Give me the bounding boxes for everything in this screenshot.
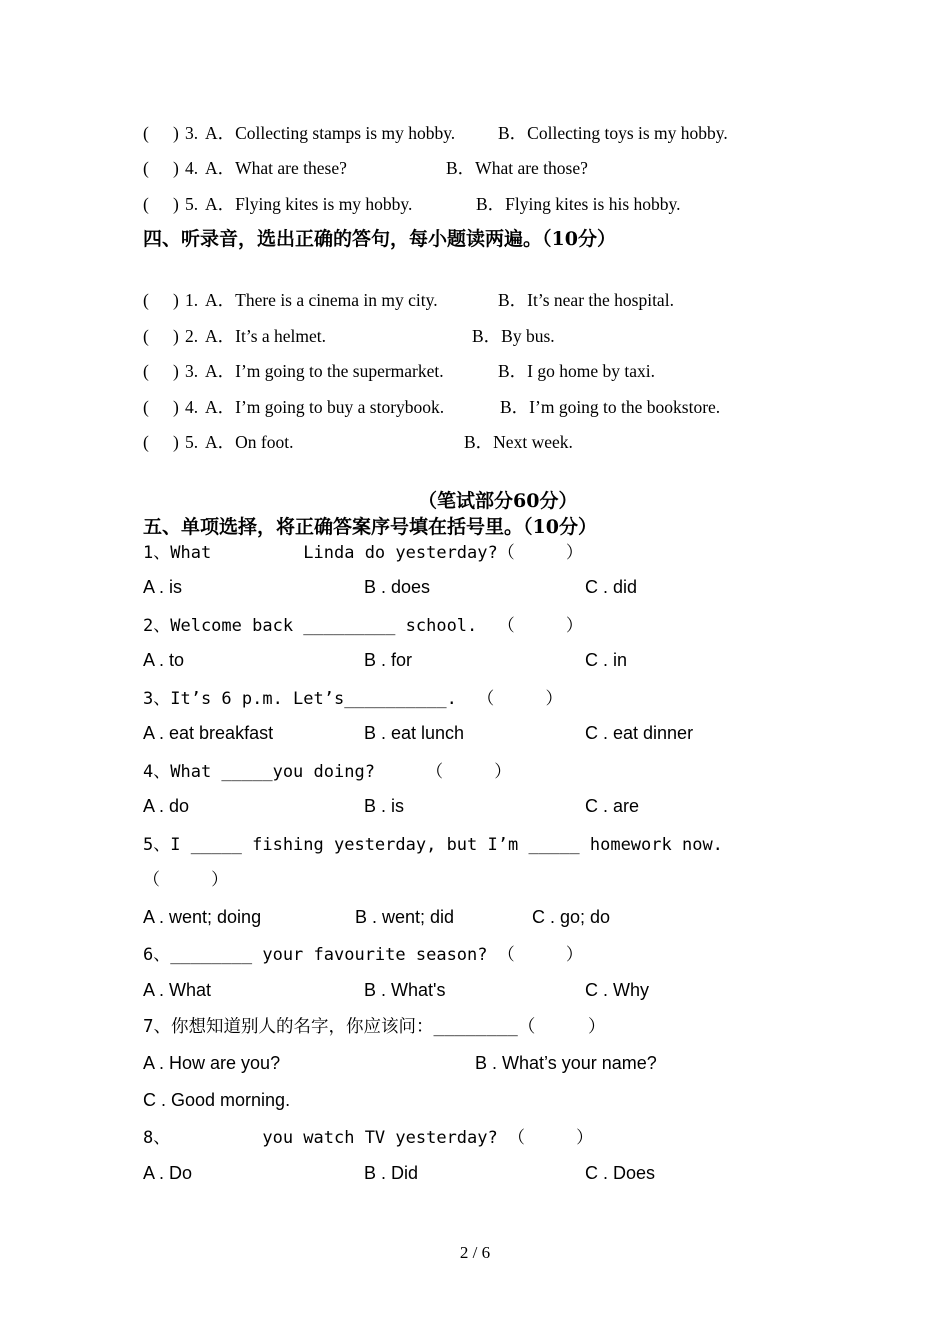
option-b: B . What’s your name?	[475, 1053, 657, 1073]
answer-paren-close: )	[173, 326, 179, 346]
answer-paren-open: (	[143, 361, 149, 381]
answer-paren-open: (	[143, 326, 149, 346]
option-b: B . does	[364, 577, 431, 597]
answer-paren-close: )	[173, 123, 179, 143]
option-a: A．What are these?	[205, 158, 347, 178]
option-a: A．There is a cinema in my city.	[205, 290, 438, 310]
answer-paren-open: (	[143, 158, 149, 178]
question-text: 7、你想知道别人的名字，你应该问：________（ ）	[143, 1017, 606, 1037]
option-b: B . Did	[364, 1163, 419, 1183]
section5-title: 五、单项选择，将正确答案序号填在括号里。（10分）	[143, 516, 597, 538]
written-part-title: （笔试部分60分）	[418, 490, 578, 512]
option-a: A . went; doing	[143, 907, 262, 927]
question-text: 3、It’s 6 p.m. Let’s__________. （ ）	[143, 689, 563, 709]
option-c: C . in	[585, 650, 628, 670]
option-b: B . is	[364, 796, 405, 816]
section4-title: 四、听录音，选出正确的答句，每小题读两遍。（10分）	[143, 228, 616, 250]
option-b: B . eat lunch	[364, 723, 465, 743]
answer-paren-close: )	[173, 290, 179, 310]
answer-paren-close: )	[173, 158, 179, 178]
option-c: C . did	[585, 577, 638, 597]
option-a: A . What	[143, 980, 212, 1000]
item-number: 5.	[185, 432, 199, 452]
item-number: 4.	[185, 158, 199, 178]
answer-paren-close: )	[173, 397, 179, 417]
answer-paren-close: )	[173, 194, 179, 214]
option-a: A．Collecting stamps is my hobby.	[205, 123, 456, 143]
option-a: A．I’m going to the supermarket.	[205, 361, 444, 381]
option-a: A．Flying kites is my hobby.	[205, 194, 413, 214]
answer-paren-open: (	[143, 397, 149, 417]
option-a: A . How are you?	[143, 1053, 281, 1073]
question-text: 5、I _____ fishing yesterday, but I’m _____ homework now.	[143, 835, 723, 855]
option-b: B．I go home by taxi.	[498, 361, 655, 381]
question-text: 8、 you watch TV yesterday? （ ）	[143, 1128, 594, 1148]
question-text: 2、Welcome back _________ school. （ ）	[143, 616, 583, 636]
question-text: 4、What _____you doing? （ ）	[143, 762, 512, 782]
item-number: 3.	[185, 123, 199, 143]
option-a: A．I’m going to buy a storybook.	[205, 397, 445, 417]
option-c: C . Does	[585, 1163, 656, 1183]
option-b: B . for	[364, 650, 413, 670]
option-b: B．I’m going to the bookstore.	[500, 397, 721, 417]
answer-paren-close: )	[173, 432, 179, 452]
option-a: A . Do	[143, 1163, 193, 1183]
question-answer-blank: （ ）	[143, 870, 229, 890]
page-number: 2 / 6	[459, 1243, 491, 1262]
option-a: A . do	[143, 796, 190, 816]
option-b: B．Next week.	[464, 432, 573, 452]
item-number: 3.	[185, 361, 199, 381]
option-a: A . is	[143, 577, 183, 597]
option-b: B . went; did	[355, 907, 455, 927]
option-c: C . are	[585, 796, 640, 816]
option-a: A . eat breakfast	[143, 723, 274, 743]
option-b: B．Collecting toys is my hobby.	[498, 123, 728, 143]
option-b: B．Flying kites is his hobby.	[476, 194, 681, 214]
answer-paren-close: )	[173, 361, 179, 381]
answer-paren-open: (	[143, 194, 149, 214]
item-number: 2.	[185, 326, 199, 346]
item-number: 4.	[185, 397, 199, 417]
option-c: C . Good morning.	[143, 1090, 291, 1110]
question-text: 1、What Linda do yesterday?（ ）	[143, 543, 583, 563]
answer-paren-open: (	[143, 123, 149, 143]
option-a: A．On foot.	[205, 432, 294, 452]
option-b: B．What are those?	[446, 158, 588, 178]
item-number: 5.	[185, 194, 199, 214]
item-number: 1.	[185, 290, 199, 310]
option-b: B．By bus.	[472, 326, 555, 346]
option-a: A．It’s a helmet.	[205, 326, 327, 346]
answer-paren-open: (	[143, 432, 149, 452]
option-c: C . eat dinner	[585, 723, 694, 743]
option-b: B．It’s near the hospital.	[498, 290, 674, 310]
option-a: A . to	[143, 650, 185, 670]
option-b: B . What's	[364, 980, 446, 1000]
question-text: 6、________ your favourite season? （ ）	[143, 945, 583, 965]
option-c: C . go; do	[532, 907, 611, 927]
answer-paren-open: (	[143, 290, 149, 310]
option-c: C . Why	[585, 980, 650, 1000]
